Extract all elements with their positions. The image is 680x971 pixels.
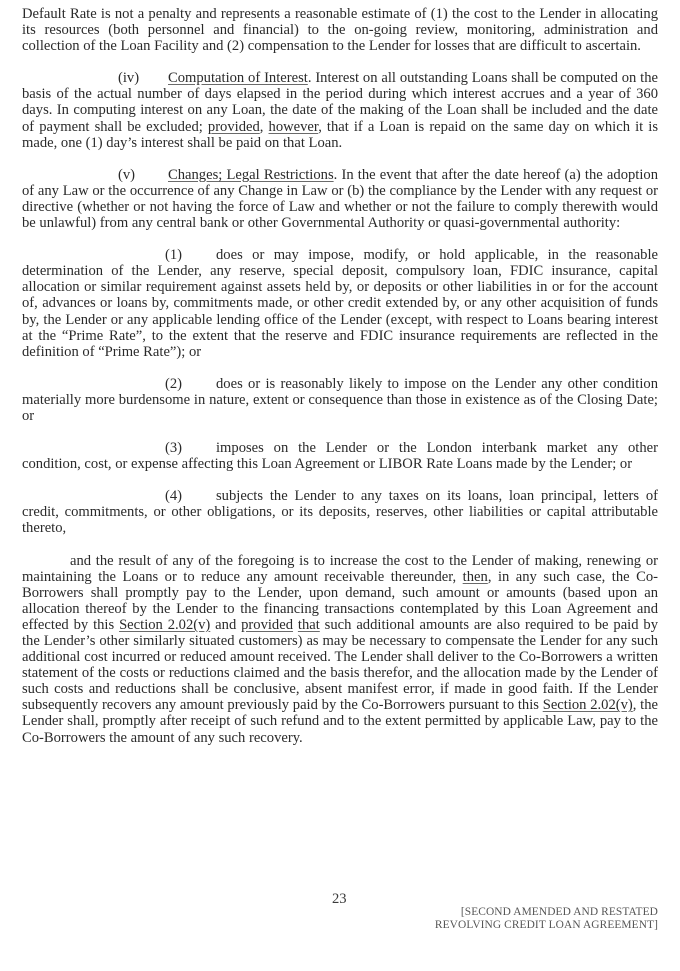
page-number: 23: [332, 891, 347, 907]
intro-paragraph: Default Rate is not a penalty and represents a reasonable estimate of (1) the cost to the Lender in allocating its resources (both personnel and financial) to the on-going review, monitoring, administration and collection of the Loan Facility and (2) compensation to the Lender for losses that are difficult to ascertain.: [22, 6, 658, 55]
item-text: does or is reasonably likely to impose on the Lender any other condition materially more burdensome in nature, extent or consequence than those in existence as of the Closing Date; or: [22, 375, 658, 424]
section-heading: Computation of Interest: [168, 70, 308, 87]
provided-term: provided: [241, 616, 294, 633]
section-text: . In the event that after the date hereof (a) the adoption of any Law or the occurrence of any Change in Law or (b) the compliance by the Lender with any request or directive (whether or not having the force of Law and whether or not the failure to comply therewith would be unlawful) from any central bank or other Governmental Authority or quasi-governmental authority:: [22, 166, 658, 232]
item-text: does or may impose, modify, or hold applicable, in the reasonable determination of the Lender, any reserve, special deposit, compulsory loan, FDIC insurance, capital allocation or similar requirement against assets held by, or deposits or other liabilities in or for the account of, advances or loans by, commitments made, or other credit extended by, or any other acquisition of funds by, the Lender or any applicable lending office of the Lender (except, with respect to Loans bearing interest at the “Prime Rate”, to the extent that the reserve and FDIC insurance requirements are reflected in the definition of “Prime Rate”); or: [22, 247, 658, 360]
however-term: however: [268, 118, 319, 135]
item-number: (4): [165, 488, 183, 505]
spacer: [22, 360, 658, 376]
spacer: [22, 151, 658, 167]
list-item-3: [22, 440, 658, 472]
item-text: imposes on the Lender or the London interbank market any other condition, cost, or expense affecting this Loan Agreement or LIBOR Rate Loans made by the Lender; or: [22, 440, 658, 473]
footer-title-line-1: [SECOND AMENDED AND RESTATED: [460, 906, 658, 918]
section-reference: Section 2.02(v): [542, 697, 633, 714]
section-text-end: , that if a Loan is repaid on the same day on which it is made, one (1) day’s interest shall be paid on that Loan.: [22, 118, 659, 151]
provided-term: provided: [207, 118, 260, 135]
section-number: (v): [118, 166, 136, 183]
section-v-paragraph: [22, 167, 658, 231]
section-number: (iv): [118, 70, 140, 87]
paragraph-text: and: [210, 616, 242, 633]
section-text: . Interest on all outstanding Loans shall be computed on the basis of the actual number of days elapsed in the period during which interest accrues and a year of 360 days. In computing interest on any Loan, the date of the making of the Loan shall be included and the date of payment shall be excluded;: [22, 70, 658, 135]
list-item-1: [22, 247, 658, 360]
paragraph-text: and the result of any of the foregoing is to increase the cost to the Lender of making, renewing or maintaining the Loans or to reduce any amount receivable thereunder,: [22, 552, 658, 585]
punctuation: ,: [259, 118, 269, 135]
item-text: subjects the Lender to any taxes on its loans, loan principal, letters of credit, commitments, or other obligations, or its deposits, reserves, other liabilities or capital attributable thereto,: [22, 488, 658, 537]
paragraph-text: , in any such case, the Co-Borrowers shall promptly pay to the Lender, upon demand, such amount or amounts (based upon an allocation thereof by the Lender to the financing transactions contemplated by this Loan Agreement and effected by this: [22, 568, 658, 633]
spacer: [22, 472, 658, 488]
section-reference: Section 2.02(v): [119, 616, 211, 633]
item-number: (2): [165, 375, 183, 392]
section-heading: Changes; Legal Restrictions: [168, 166, 334, 183]
item-number: (1): [165, 247, 183, 264]
section-iv-paragraph: [22, 70, 658, 150]
document-footer-title: [435, 906, 658, 932]
spacer: [22, 424, 658, 440]
spacer: [22, 54, 658, 70]
that-term: that: [297, 616, 320, 633]
paragraph-text: such additional amounts are also required to be paid by the Lender’s other similarly situated customers) as may be necessary to compensate the Lender for any such additional cost incurred or reduced amount received. The Lender shall deliver to the Co-Borrowers a written statement of the costs or reductions claimed and the basis therefor, and the allocation made by the Lender of such costs and reductions shall be conclusive, absent manifest error, if made in good faith. If the Lender subsequently recovers any amount previously paid by the Co-Borrowers pursuant to this: [22, 616, 658, 714]
final-paragraph: [22, 553, 658, 746]
spacer: [22, 537, 658, 553]
list-item-2: [22, 376, 658, 424]
item-number: (3): [165, 440, 183, 457]
document-page: [22, 6, 658, 746]
list-item-4: [22, 488, 658, 536]
then-term: then: [462, 568, 488, 585]
spacer: [22, 231, 658, 247]
footer-title-line-2: REVOLVING CREDIT LOAN AGREEMENT]: [434, 919, 658, 931]
paragraph-text: , the Lender shall, promptly after receipt of such refund and to the extent permitted by applicable Law, pay to the Co-Borrowers the amount of any such recovery.: [22, 697, 658, 746]
